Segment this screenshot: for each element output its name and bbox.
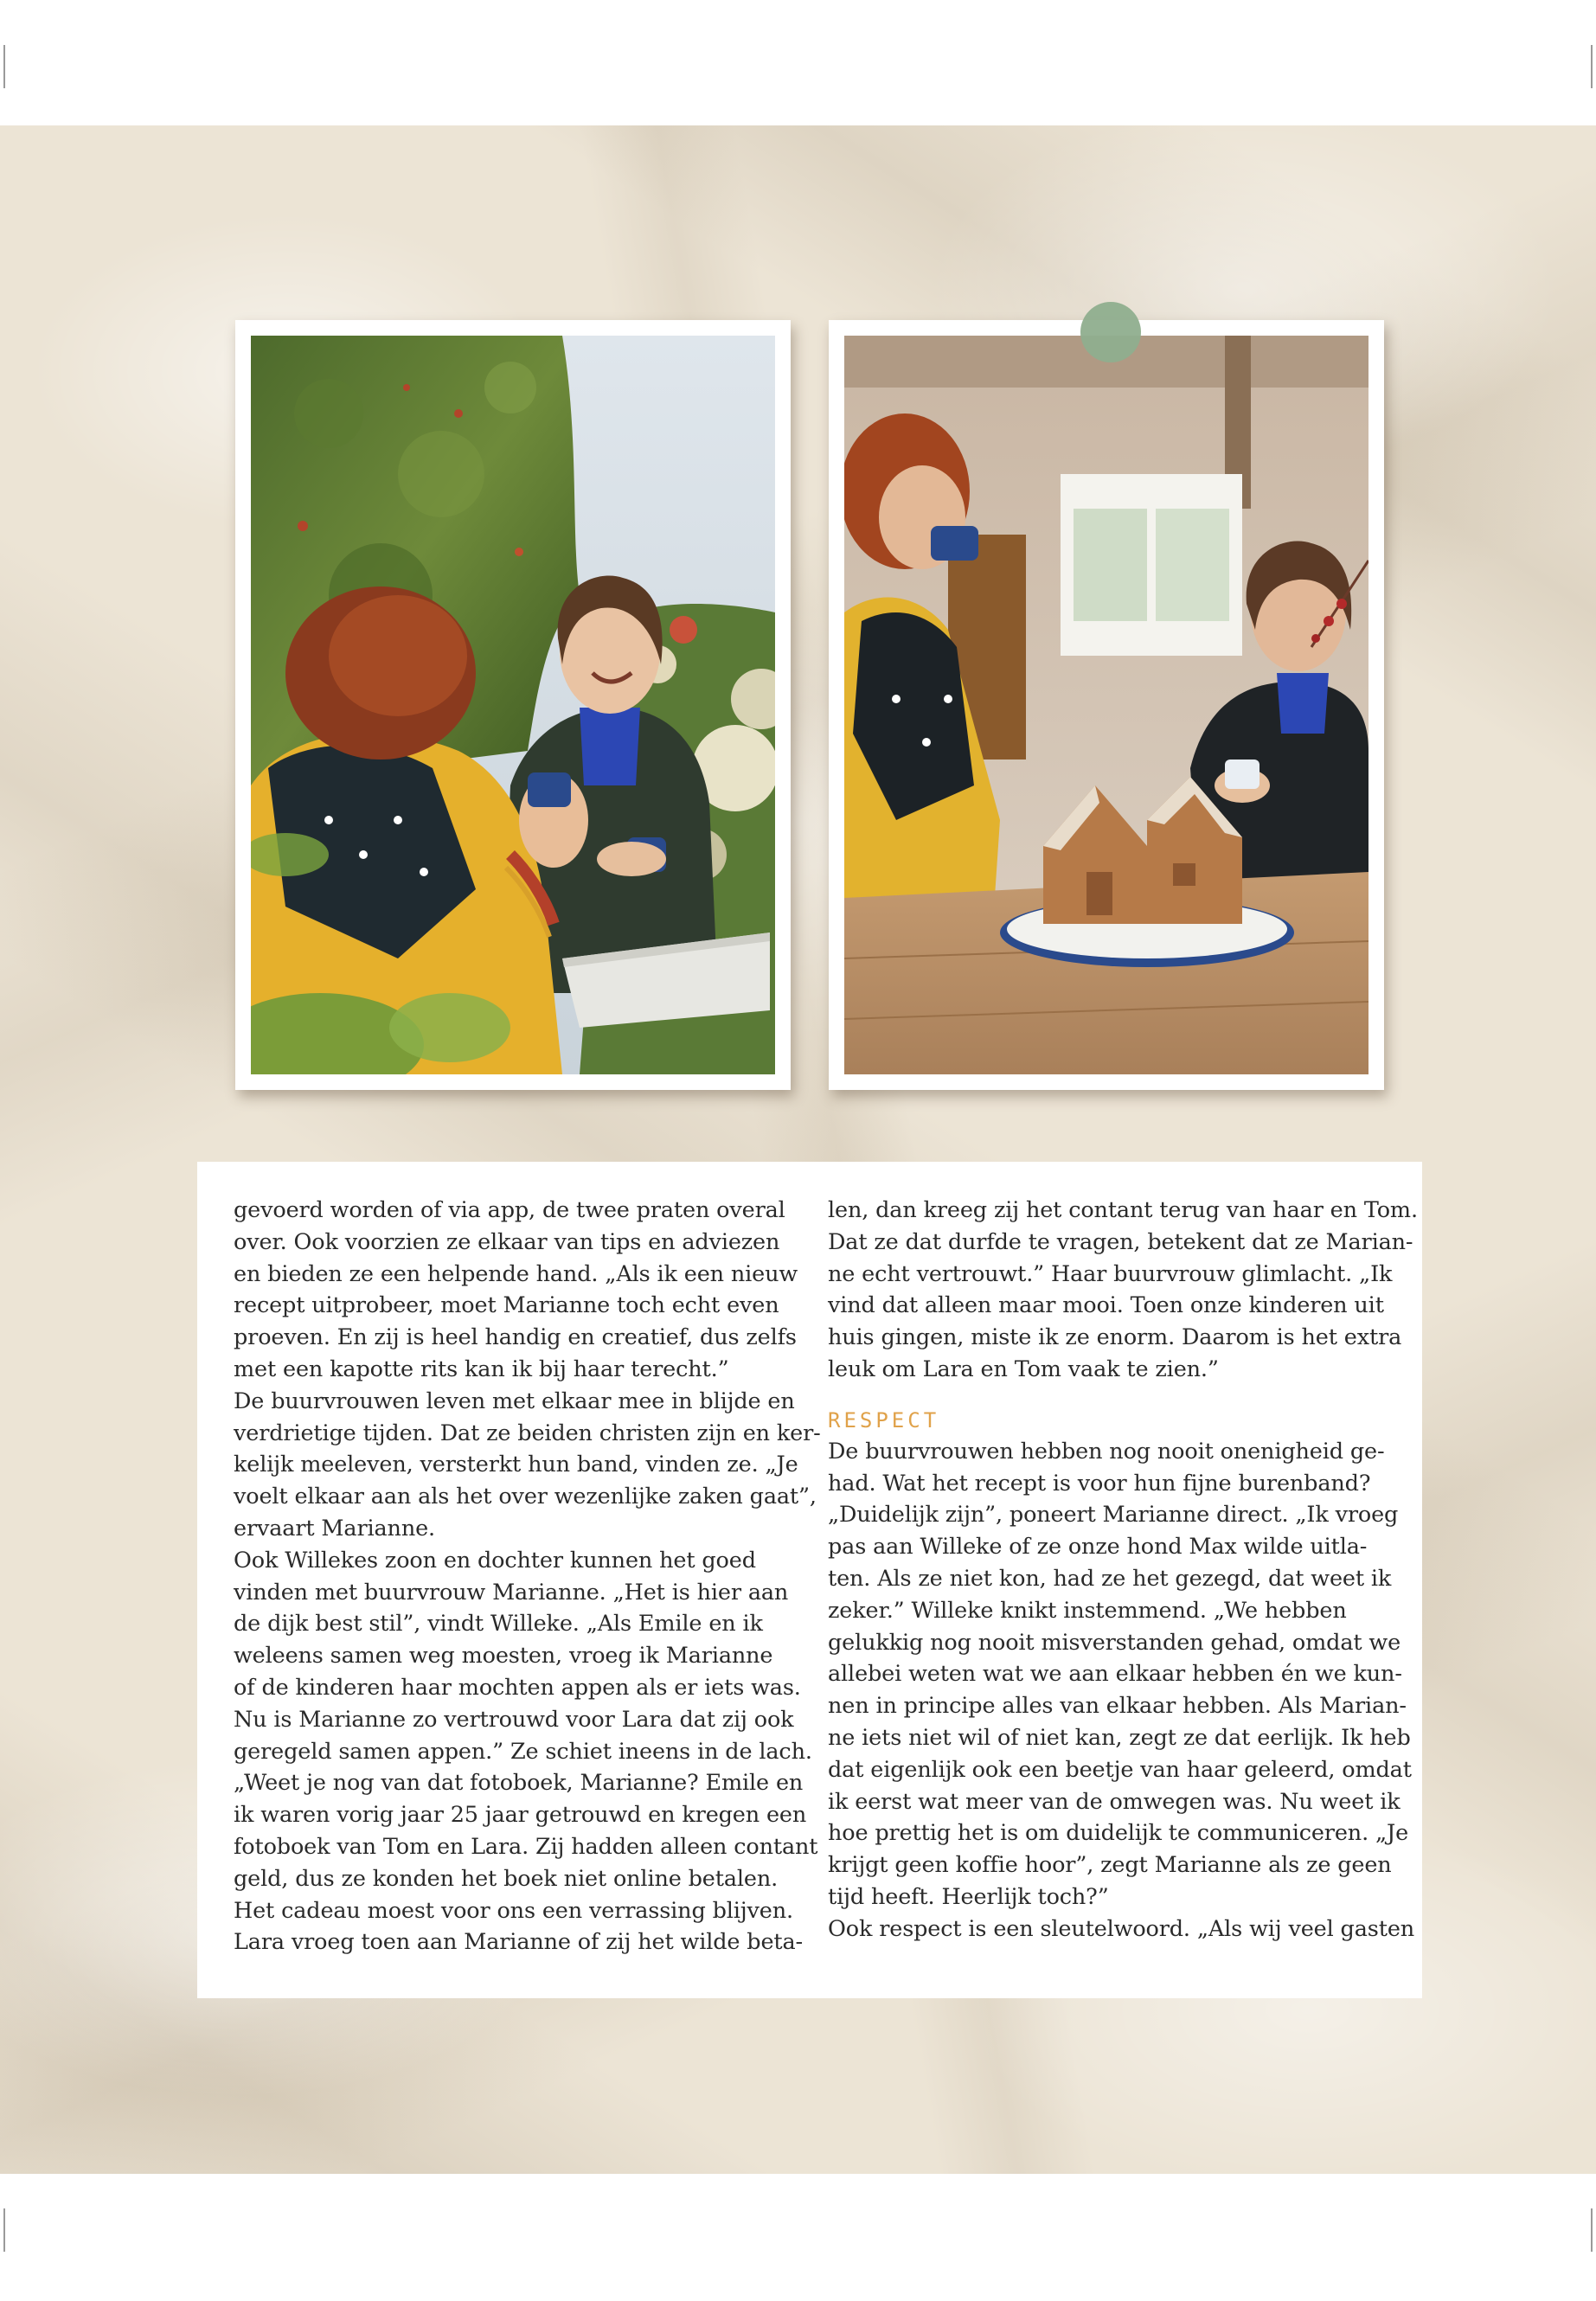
article-line: recept uitprobeer, moet Marianne toch echt even (234, 1292, 779, 1319)
article-line: proeven. En zij is heel handig en creatief, dus zelfs (234, 1324, 797, 1351)
garden-photo-image (251, 336, 775, 1074)
article-line: nen in principe alles van elkaar hebben. Als Marian- (828, 1693, 1407, 1720)
article-line: tijd heeft. Heerlijk toch?” (828, 1883, 1109, 1910)
green-pin (1080, 302, 1141, 362)
article-line: Het cadeau moest voor ons een verrassing blijven. (234, 1897, 793, 1924)
article-line: „Weet je nog van dat fotoboek, Marianne? Emile en (234, 1770, 804, 1797)
article-line: verdrietige tijden. Dat ze beiden christen zijn en ker- (234, 1420, 821, 1446)
article-line: fotoboek van Tom en Lara. Zij hadden alleen contant (234, 1833, 818, 1860)
article-line: huis gingen, miste ik ze enorm. Daarom is het extra (828, 1324, 1402, 1351)
article-line: gevoerd worden of via app, de twee praten overal (234, 1197, 785, 1223)
photo-frame-garden (235, 320, 791, 1090)
article-line: voelt elkaar aan als het over wezenlijke zaken gaat”, (234, 1484, 817, 1510)
crop-mark-bottom-left (3, 2208, 5, 2252)
article-line: Nu is Marianne zo vertrouwd voor Lara dat zij ook (234, 1706, 794, 1733)
article-line: ten. Als ze niet kon, had ze het gezegd, dat weet ik (828, 1565, 1392, 1592)
crop-mark-bottom-right (1591, 2208, 1593, 2252)
article-line: De buurvrouwen leven met elkaar mee in blijde en (234, 1388, 795, 1414)
article-line: ervaart Marianne. (234, 1515, 435, 1541)
article-line: vind dat alleen maar mooi. Toen onze kinderen uit (828, 1292, 1384, 1319)
article-line: zeker.” Willeke knikt instemmend. „We hebben (828, 1597, 1347, 1624)
article-line: leuk om Lara en Tom vaak te zien.” (828, 1356, 1219, 1382)
article-line: gelukkig nog nooit misverstanden gehad, omdat we (828, 1629, 1401, 1656)
article-line: met een kapotte rits kan ik bij haar terecht.” (234, 1356, 729, 1382)
article-line: Ook Willekes zoon en dochter kunnen het goed (234, 1547, 756, 1574)
article-right-column (828, 1195, 1418, 1945)
section-heading: RESPECT (828, 1407, 940, 1433)
crop-mark-top-left (3, 45, 5, 88)
article-line: „Duidelijk zijn”, poneert Marianne direct. „Ik vroeg (828, 1502, 1399, 1529)
photo-garden (251, 336, 775, 1074)
article-line: Lara vroeg toen aan Marianne of zij het wilde beta- (234, 1929, 804, 1956)
article-line: len, dan kreeg zij het contant terug van haar en Tom. (828, 1197, 1418, 1223)
article-line: allebei weten wat we aan elkaar hebben én we kun- (828, 1661, 1402, 1688)
article-line: geregeld samen appen.” Ze schiet ineens in de lach. (234, 1738, 812, 1765)
article-line: geld, dus ze konden het boek niet online betalen. (234, 1865, 779, 1892)
article-line: ik waren vorig jaar 25 jaar getrouwd en kregen een (234, 1802, 807, 1829)
article-line: ne echt vertrouwt.” Haar buurvrouw glimlacht. „Ik (828, 1260, 1393, 1287)
article-line: over. Ook voorzien ze elkaar van tips en adviezen (234, 1228, 780, 1255)
article-line: kelijk meeleven, versterkt hun band, vinden ze. „Je (234, 1452, 798, 1478)
article-line: ik eerst wat meer van de omwegen was. Nu weet ik (828, 1788, 1401, 1815)
article-left-column (234, 1195, 821, 1958)
article-line: pas aan Willeke of ze onze hond Max wilde uitla- (828, 1534, 1368, 1561)
article-line: en bieden ze een helpende hand. „Als ik een nieuw (234, 1260, 798, 1287)
photo-kitchen (844, 336, 1368, 1074)
article-line: weleens samen weg moesten, vroeg ik Marianne (234, 1643, 773, 1670)
article-line: krijgt geen koffie hoor”, zegt Marianne als ze geen (828, 1852, 1392, 1879)
article-line: hoe prettig het is om duidelijk te communiceren. „Je (828, 1820, 1409, 1847)
article-text-panel (197, 1162, 1422, 1998)
article-line: had. Wat het recept is voor hun fijne burenband? (828, 1470, 1371, 1497)
article-line: Dat ze dat durfde te vragen, betekent dat ze Marian- (828, 1228, 1413, 1255)
article-line: dat eigenlijk ook een beetje van haar geleerd, omdat (828, 1756, 1412, 1783)
kitchen-photo-image (844, 336, 1368, 1074)
photo-frame-kitchen (829, 320, 1384, 1090)
article-line: de dijk best stil”, vindt Willeke. „Als Emile en ik (234, 1611, 763, 1638)
article-line: vinden met buurvrouw Marianne. „Het is hier aan (234, 1579, 789, 1606)
article-line: De buurvrouwen hebben nog nooit onenigheid ge- (828, 1438, 1385, 1465)
article-line: Ook respect is een sleutelwoord. „Als wij veel gasten (828, 1915, 1415, 1942)
article-line: ne iets niet wil of niet kan, zegt ze dat eerlijk. Ik heb (828, 1724, 1411, 1751)
article-line: of de kinderen haar mochten appen als er iets was. (234, 1674, 801, 1701)
crop-mark-top-right (1591, 45, 1593, 88)
